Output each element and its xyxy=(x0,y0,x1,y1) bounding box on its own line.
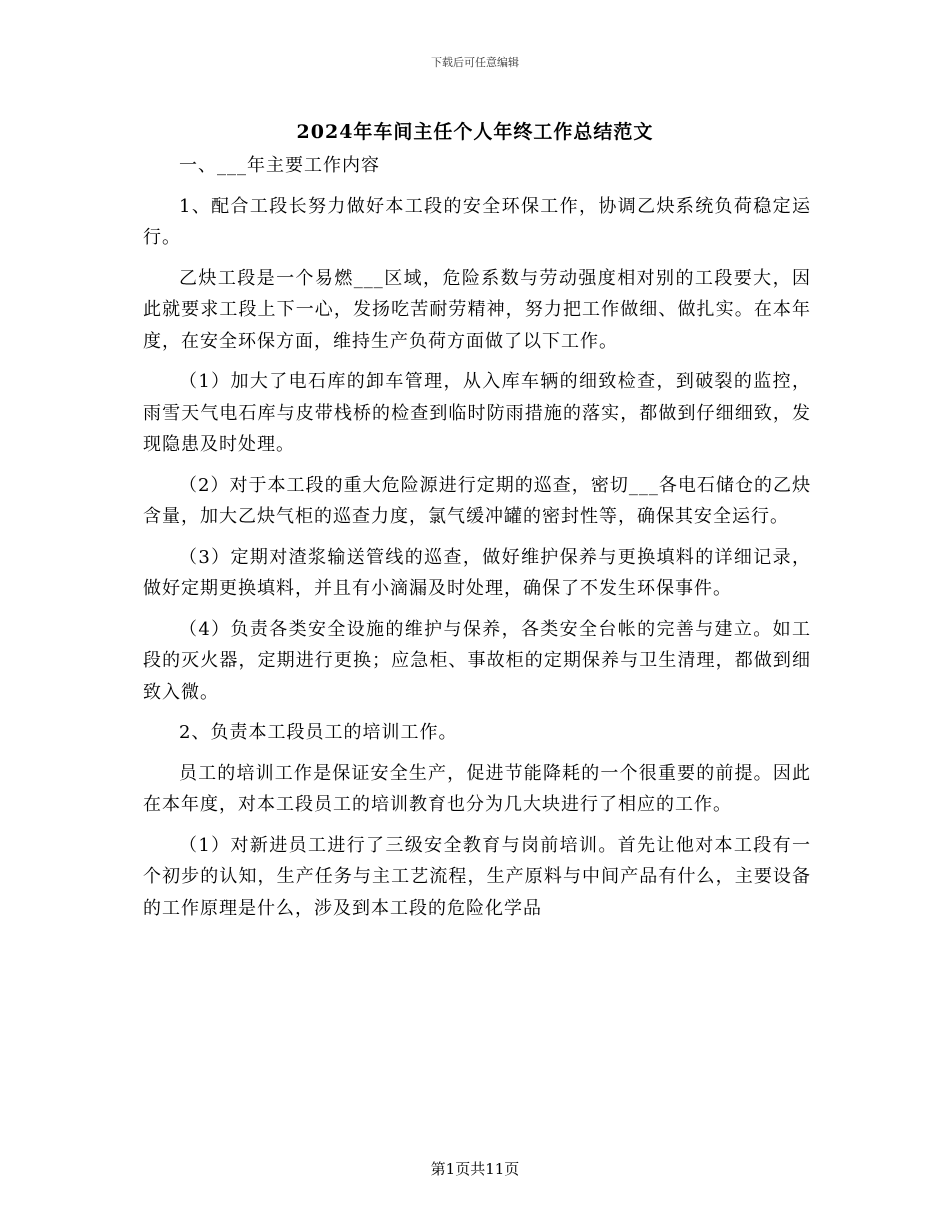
paragraph: 1、配合工段长努力做好本工段的安全环保工作，协调乙炔系统负荷稳定运行。 xyxy=(143,195,811,248)
download-note: 下载后可任意编辑 xyxy=(431,56,519,69)
paragraph: （4）负责各类安全设施的维护与保养，各类安全台帐的完善与建立。如工段的灭火器，定期进行更换；应急柜、事故柜的定期保养与卫生清理，都做到细致入微。 xyxy=(143,618,811,703)
paragraph: （3）定期对渣浆输送管线的巡查，做好维护保养与更换填料的详细记录，做好定期更换填料，并且有小滴漏及时处理，确保了不发生环保事件。 xyxy=(143,546,811,599)
paragraph: （2）对于本工段的重大危险源进行定期的巡查，密切___各电石储仓的乙炔含量，加大乙炔气柜的巡查力度，氯气缓冲罐的密封性等，确保其安全运行。 xyxy=(143,474,811,527)
paragraph: 一、___年主要工作内容 xyxy=(179,155,380,176)
paragraph: 2、负责本工段员工的培训工作。 xyxy=(179,722,458,743)
paragraph: （1）对新进员工进行了三级安全教育与岗前培训。首先让他对本工段有一个初步的认知，生产任务与主工艺流程，生产原料与中间产品有什么，主要设备的工作原理是什么，涉及到本工段的危险化学品 xyxy=(143,834,811,919)
paragraph: 员工的培训工作是保证安全生产，促进节能降耗的一个很重要的前提。因此在本年度，对本工段员工的培训教育也分为几大块进行了相应的工作。 xyxy=(143,762,811,815)
paragraph: （1）加大了电石库的卸车管理，从入库车辆的细致检查，到破裂的监控，雨雪天气电石库与皮带栈桥的检查到临时防雨措施的落实，都做到仔细细致，发现隐患及时处理。 xyxy=(143,371,811,455)
paragraph: 乙炔工段是一个易燃___区域，危险系数与劳动强度相对别的工段要大，因此就要求工段上下一心，发扬吃苦耐劳精神，努力把工作做细、做扎实。在本年度，在安全环保方面，维持生产负荷方面做了以下工作。 xyxy=(143,267,811,352)
document-title: 2024年车间主任个人年终工作总结范文 xyxy=(296,121,654,143)
document-body xyxy=(143,150,811,933)
page-number: 第1页共11页 xyxy=(430,1160,520,1178)
